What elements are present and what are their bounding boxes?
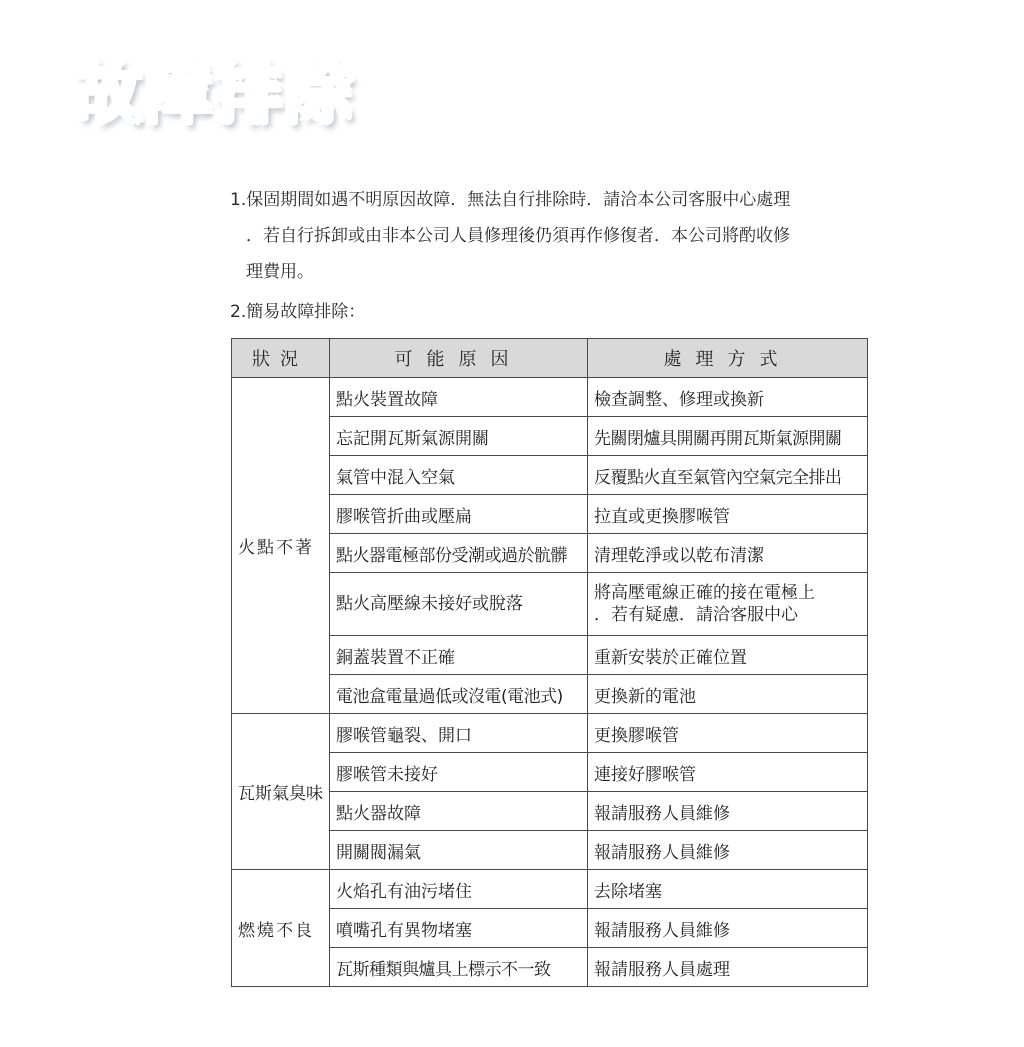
page-title: 故障排除: [74, 54, 355, 133]
cause-cell: 銅蓋裝置不正確: [330, 636, 588, 675]
cause-cell: 開關閥漏氣: [330, 831, 588, 870]
fix-cell: 報請服務人員維修: [588, 909, 868, 948]
table-row: [232, 714, 868, 753]
fix-cell: 報請服務人員處理: [588, 948, 868, 987]
cause-cell: 瓦斯種類與爐具上標示不一致: [330, 948, 588, 987]
notice-line-3: 理費用。: [246, 262, 314, 282]
fix-cell: 更換新的電池: [588, 675, 868, 714]
fix-cell-multiline: [588, 573, 868, 636]
section-title-simple-troubleshooting: 2.簡易故障排除：: [230, 302, 366, 322]
notice-line-2: ．若自行拆卸或由非本公司人員修理後仍須再作修復者．本公司將酌收修: [246, 226, 790, 246]
cause-cell: 火焰孔有油污堵住: [330, 870, 588, 909]
header-fix: 處理方式: [588, 339, 868, 378]
troubleshooting-table: [231, 338, 868, 987]
fix-cell: 先關閉爐具開關再開瓦斯氣源開關: [588, 417, 868, 456]
cause-cell: 氣管中混入空氣: [330, 456, 588, 495]
header-cause: 可能原因: [330, 339, 588, 378]
fix-cell: 檢查調整、修理或換新: [588, 378, 868, 417]
cause-cell: 點火高壓線未接好或脫落: [330, 573, 588, 636]
fix-line-2: ．若有疑慮．請洽客服中心: [594, 605, 798, 625]
fix-line-1: 將高壓電線正確的接在電極上: [594, 583, 815, 603]
warranty-notice: [230, 182, 900, 290]
fix-cell: 報請服務人員維修: [588, 831, 868, 870]
table-header-row: [232, 339, 868, 378]
table-row: [232, 378, 868, 417]
fix-cell: 連接好膠喉管: [588, 753, 868, 792]
fix-cell: 報請服務人員維修: [588, 792, 868, 831]
status-cell: 火點不著: [232, 378, 330, 714]
cause-cell: 點火裝置故障: [330, 378, 588, 417]
fix-cell: 去除堵塞: [588, 870, 868, 909]
cause-cell: 電池盒電量過低或沒電(電池式): [330, 675, 588, 714]
fix-cell: 反覆點火直至氣管內空氣完全排出: [588, 456, 868, 495]
status-cell: 燃燒不良: [232, 870, 330, 987]
cause-cell: 點火器故障: [330, 792, 588, 831]
fix-cell: 清理乾淨或以乾布清潔: [588, 534, 868, 573]
header-status: 狀況: [232, 339, 330, 378]
fix-cell: 拉直或更換膠喉管: [588, 495, 868, 534]
cause-cell: 膠喉管未接好: [330, 753, 588, 792]
cause-cell: 噴嘴孔有異物堵塞: [330, 909, 588, 948]
table-row: [232, 870, 868, 909]
fix-cell: 重新安裝於正確位置: [588, 636, 868, 675]
cause-cell: 忘記開瓦斯氣源開關: [330, 417, 588, 456]
cause-cell: 點火器電極部份受潮或過於骯髒: [330, 534, 588, 573]
cause-cell: 膠喉管折曲或壓扁: [330, 495, 588, 534]
cause-cell: 膠喉管龜裂、開口: [330, 714, 588, 753]
notice-line-1: 1.保固期間如遇不明原因故障．無法自行排除時．請洽本公司客服中心處理: [230, 190, 791, 210]
status-cell: 瓦斯氣臭味: [232, 714, 330, 870]
fix-cell: 更換膠喉管: [588, 714, 868, 753]
